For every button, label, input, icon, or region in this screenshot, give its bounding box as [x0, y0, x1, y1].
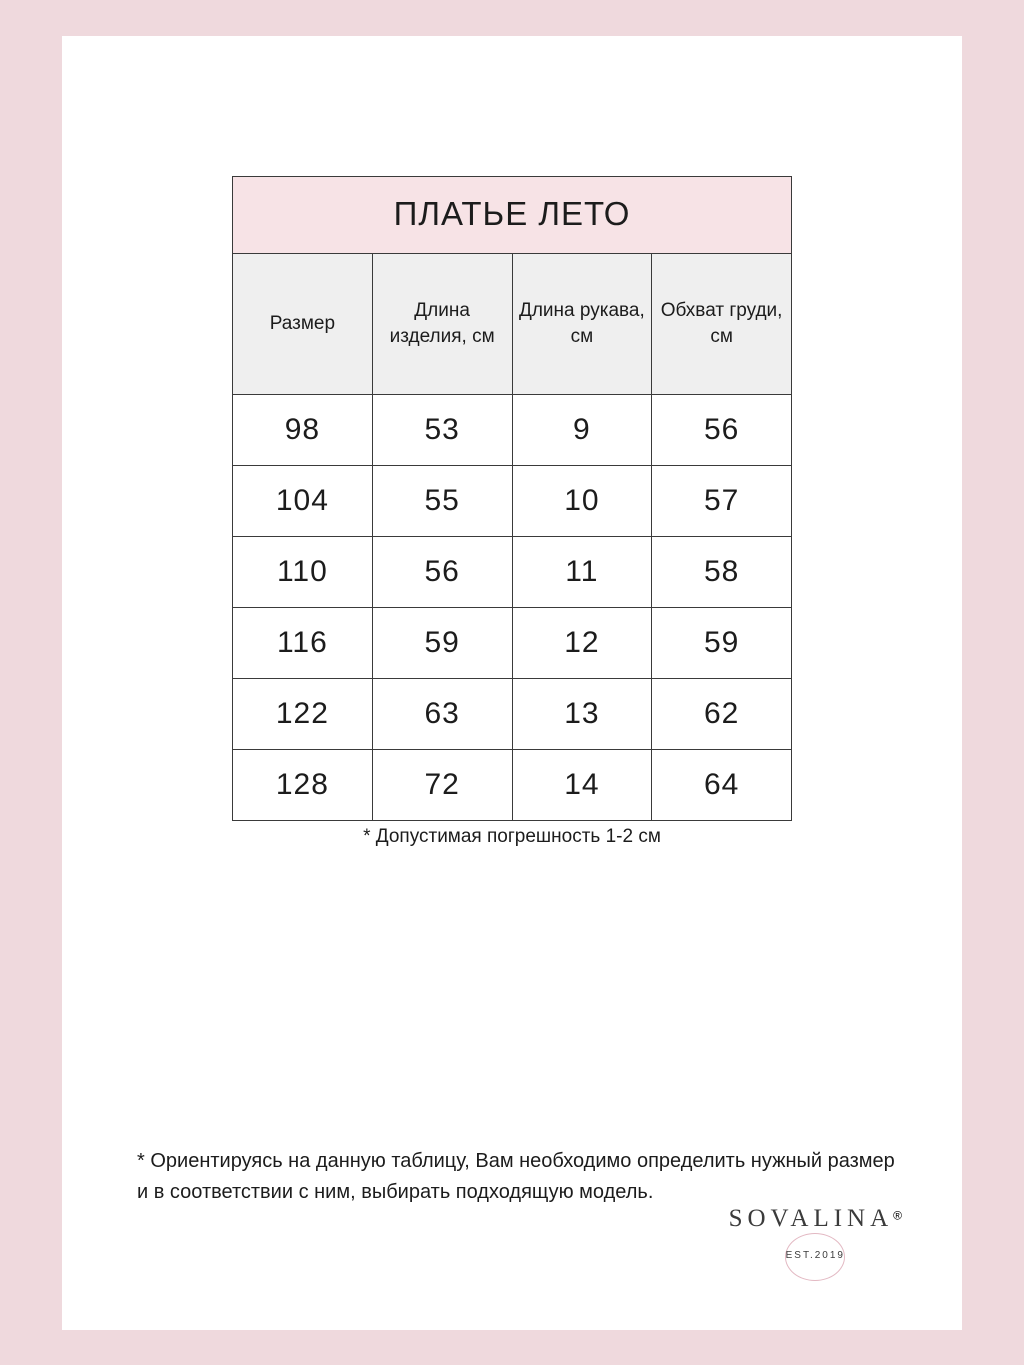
- usage-note: * Ориентируясь на данную таблицу, Вам необходимо определить нужный размер и в соответствии с ним, выбирать подходящую модель.: [137, 1150, 895, 1203]
- cell-chest: 62: [652, 679, 792, 750]
- document-page: [62, 36, 962, 1330]
- column-header-length: Длина изделия, см: [372, 254, 512, 395]
- cell-length: 53: [372, 395, 512, 466]
- cell-chest: 59: [652, 608, 792, 679]
- column-header-size: Размер: [233, 254, 373, 395]
- cell-length: 59: [372, 608, 512, 679]
- cell-chest: 58: [652, 537, 792, 608]
- cell-sleeve: 12: [512, 608, 652, 679]
- column-header-chest: Обхват груди, см: [652, 254, 792, 395]
- cell-length: 55: [372, 466, 512, 537]
- table-row: [233, 537, 792, 608]
- cell-chest: 64: [652, 750, 792, 821]
- brand-est: EST.2019: [785, 1250, 845, 1261]
- cell-chest: 57: [652, 466, 792, 537]
- size-table: [232, 176, 792, 821]
- cell-sleeve: 11: [512, 537, 652, 608]
- brand-logo: [729, 1205, 902, 1275]
- cell-sleeve: 14: [512, 750, 652, 821]
- table-title-row: [233, 177, 792, 254]
- cell-size: 128: [233, 750, 373, 821]
- size-table-container: [232, 176, 792, 821]
- tolerance-note: * Допустимая погрешность 1-2 см: [363, 826, 661, 847]
- cell-length: 72: [372, 750, 512, 821]
- cell-size: 98: [233, 395, 373, 466]
- registered-mark-icon: ®: [893, 1208, 902, 1223]
- table-row: [233, 466, 792, 537]
- table-row: [233, 750, 792, 821]
- table-row: [233, 608, 792, 679]
- cell-size: 104: [233, 466, 373, 537]
- page-title: ПЛАТЬЕ ЛЕТО: [233, 177, 792, 254]
- brand-name: SOVALINA: [728, 1205, 894, 1232]
- table-row: [233, 395, 792, 466]
- brand-est-row: [729, 1237, 902, 1275]
- table-header-row: [233, 254, 792, 395]
- column-header-sleeve: Длина рукава, см: [512, 254, 652, 395]
- cell-sleeve: 9: [512, 395, 652, 466]
- table-row: [233, 679, 792, 750]
- cell-size: 116: [233, 608, 373, 679]
- cell-length: 56: [372, 537, 512, 608]
- cell-chest: 56: [652, 395, 792, 466]
- cell-size: 110: [233, 537, 373, 608]
- cell-sleeve: 10: [512, 466, 652, 537]
- brand-name-row: [729, 1205, 902, 1233]
- cell-sleeve: 13: [512, 679, 652, 750]
- cell-length: 63: [372, 679, 512, 750]
- cell-size: 122: [233, 679, 373, 750]
